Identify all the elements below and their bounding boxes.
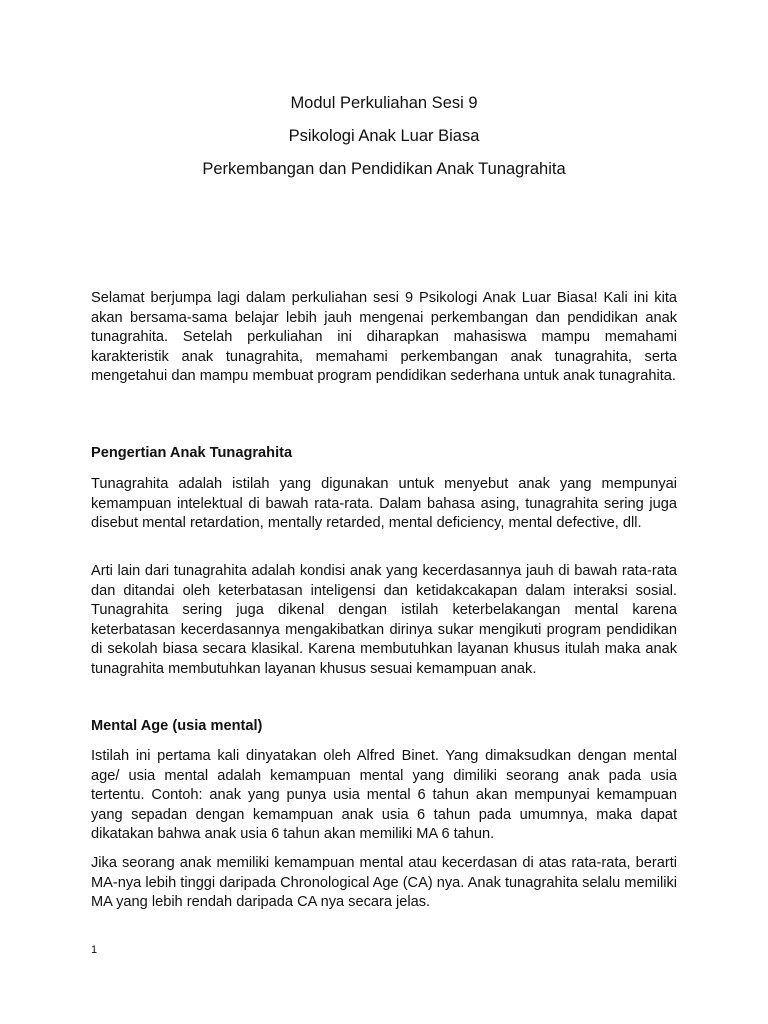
- section-definition: [91, 444, 677, 464]
- title-block: [0, 92, 768, 191]
- module-title: Modul Perkuliahan Sesi 9: [290, 94, 478, 112]
- intro-paragraph: Selamat berjumpa lagi dalam perkuliahan sesi 9 Psikologi Anak Luar Biasa! Kali ini kita akan bersama-sama belajar lebih jauh mengenai perkembangan dan pendidikan anak tunagrahita. Setelah perkuliahan ini diharapkan mahasiswa mampu memahami karakteristik anak tunagrahita, memahami perkembangan anak tunagrahita, serta mengetahui dan mampu membuat program pendidikan sederhana untuk anak tunagrahita.: [91, 290, 677, 384]
- section-mental-age-body-2: [91, 854, 677, 913]
- section-definition-body: [91, 475, 677, 534]
- intro-section: [91, 289, 677, 387]
- definition-paragraph-1: Tunagrahita adalah istilah yang digunakan untuk menyebut anak yang mempunyai kemampuan intelektual di bawah rata-rata. Dalam bahasa asing, tunagrahita sering juga disebut mental retardation, mentally retarded, mental deficiency, mental defective, dll.: [91, 476, 677, 531]
- topic-title: Perkembangan dan Pendidikan Anak Tunagrahita: [202, 160, 566, 178]
- section-heading-definition: Pengertian Anak Tunagrahita: [91, 445, 293, 461]
- section-mental-age-body: [91, 747, 677, 845]
- course-title: Psikologi Anak Luar Biasa: [288, 127, 480, 145]
- section-heading-mental-age: Mental Age (usia mental): [91, 718, 263, 734]
- section-mental-age: [91, 717, 677, 737]
- definition-paragraph-2: Arti lain dari tunagrahita adalah kondisi anak yang kecerdasannya jauh di bawah rata-rata dan ditandai oleh keterbatasan inteligensi dan ketidakcakapan dalam interaksi sosial. Tunagrahita sering juga dikenal dengan istilah keterbelakangan mental karena keterbatasan kecerdasannya mengakibatkan dirinya sukar mengikuti program pendidikan di sekolah biasa secara klasikal. Karena membutuhkan layanan khusus itulah maka anak tunagrahita membutuhkan layanan khusus sesuai kemampuan anak.: [91, 563, 677, 677]
- mental-age-paragraph-2: Jika seorang anak memiliki kemampuan mental atau kecerdasan di atas rata-rata, berarti MA-nya lebih tinggi daripada Chronological Age (CA) nya. Anak tunagrahita selalu memiliki MA yang lebih rendah daripada CA nya secara jelas.: [91, 855, 677, 910]
- page-number: 1: [91, 944, 98, 956]
- section-definition-body-2: [91, 562, 677, 679]
- mental-age-paragraph-1: Istilah ini pertama kali dinyatakan oleh Alfred Binet. Yang dimaksudkan dengan mental age/ usia mental adalah kemampuan mental yang dimiliki seorang anak pada usia tertentu. Contoh: anak yang punya usia mental 6 tahun akan mempunyai kemampuan yang sepadan dengan kemampuan anak usia 6 tahun pada umumnya, maka dapat dikatakan bahwa anak usia 6 tahun akan memiliki MA 6 tahun.: [91, 748, 677, 842]
